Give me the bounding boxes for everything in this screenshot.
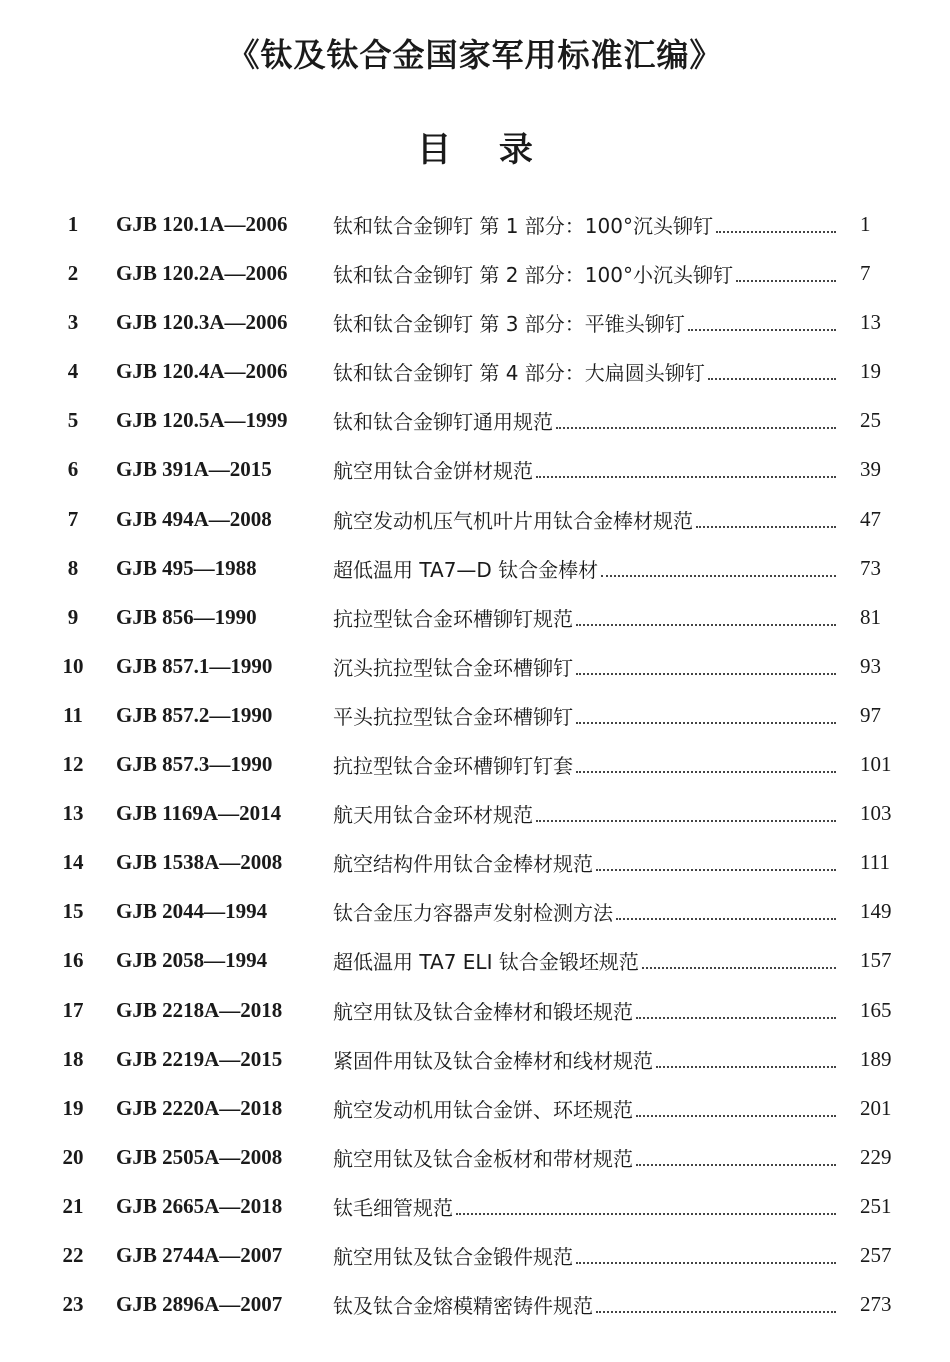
toc-entry-title-line: [333, 848, 840, 877]
toc-entry-title: 航天用钛合金环材规范: [333, 803, 533, 828]
toc-entry-page: 1: [860, 212, 871, 236]
toc-entry-page: 7: [860, 261, 871, 286]
toc-entry-standard-code: GJB 2219A—2015: [116, 1046, 283, 1071]
toc-dot-leader: [736, 280, 836, 282]
toc-entry[interactable]: [0, 988, 950, 1037]
toc-entry-standard-code: GJB 2744A—2007: [116, 1242, 283, 1267]
toc-entry[interactable]: [0, 1282, 950, 1331]
toc-entry-title-line: [333, 554, 840, 583]
toc-entry-title: 航空结构件用钛合金棒材规范: [333, 852, 593, 877]
toc-entry[interactable]: [0, 840, 950, 889]
toc-entry-number: 22: [62, 1242, 84, 1267]
toc-entry-page: 149: [860, 899, 892, 924]
toc-entry-page: 257: [860, 1242, 892, 1267]
toc-entry-standard-code: GJB 2896A—2007: [116, 1292, 283, 1317]
toc-entry-title-line: [333, 210, 840, 239]
toc-entry[interactable]: [0, 889, 950, 938]
toc-entry-title: 超低温用 TA7 ELI 钛合金锻坯规范: [333, 950, 639, 975]
toc-entry-standard-code: GJB 494A—2008: [116, 506, 272, 531]
toc-entry-number: 10: [62, 653, 84, 678]
toc-entry[interactable]: [0, 300, 950, 349]
toc-entry-standard-code: GJB 120.2A—2006: [116, 261, 288, 286]
toc-entry-title: 钛和钛合金铆钉 第 1 部分：100°沉头铆钉: [333, 214, 713, 238]
toc-entry[interactable]: [0, 742, 950, 791]
toc-entry-standard-code: GJB 856—1990: [116, 604, 257, 629]
toc-entry-standard-code: GJB 857.1—1990: [116, 653, 273, 678]
toc-dot-leader: [636, 1017, 836, 1019]
toc-entry-title: 航空发动机用钛合金饼、环坯规范: [333, 1097, 633, 1122]
toc-entry-title-line: [333, 1143, 840, 1172]
toc-dot-leader: [456, 1213, 836, 1215]
toc-entry-page: 25: [860, 408, 881, 433]
toc-entry[interactable]: [0, 497, 950, 546]
toc-entry-title: 航空用钛及钛合金锻件规范: [333, 1244, 573, 1269]
toc-entry-page: 189: [860, 1046, 892, 1071]
toc-entry-title-line: [333, 946, 840, 975]
toc-dot-leader: [596, 869, 836, 871]
toc-entry-number: 13: [62, 801, 84, 826]
toc-entry[interactable]: [0, 938, 950, 987]
toc-entry-number: 20: [62, 1144, 84, 1169]
toc-entry-title-line: [333, 1094, 840, 1123]
toc-entry-title-line: [333, 897, 840, 926]
toc-dot-leader: [576, 722, 836, 724]
toc-entry-page: 81: [860, 604, 881, 629]
toc-dot-leader: [716, 231, 836, 233]
toc-entry-standard-code: GJB 391A—2015: [116, 457, 272, 482]
toc-entry-title: 航空用钛合金饼材规范: [333, 459, 533, 484]
toc-entry-title: 钛毛细管规范: [333, 1195, 453, 1220]
toc-entry-number: 7: [67, 506, 79, 531]
toc-entry-number: 16: [62, 948, 84, 973]
toc-entry-standard-code: GJB 1538A—2008: [116, 850, 283, 875]
toc-entry-standard-code: GJB 2218A—2018: [116, 997, 283, 1022]
toc-dot-leader: [708, 378, 836, 380]
toc-entry-title: 紧固件用钛及钛合金棒材和线材规范: [333, 1048, 653, 1073]
toc-entry-page: 93: [860, 653, 881, 678]
toc-dot-leader: [636, 1115, 836, 1117]
toc-entry-page: 47: [860, 506, 881, 531]
toc-entry-title-line: [333, 799, 840, 828]
toc-dot-leader: [636, 1164, 836, 1166]
toc-dot-leader: [616, 918, 836, 920]
toc-entry-number: 23: [62, 1292, 84, 1317]
toc-entry-page: 73: [860, 555, 881, 580]
toc-entry[interactable]: [0, 1233, 950, 1282]
toc-entry[interactable]: [0, 1135, 950, 1184]
toc-entry[interactable]: [0, 546, 950, 595]
toc-entry-title-line: [333, 1192, 840, 1221]
toc-entry-standard-code: GJB 857.2—1990: [116, 702, 273, 727]
toc-entry-title: 抗拉型钛合金环槽铆钉规范: [333, 606, 573, 631]
toc-entry[interactable]: [0, 202, 950, 251]
toc-entry-title: 航空用钛及钛合金板材和带材规范: [333, 1146, 633, 1171]
toc-dot-leader: [556, 427, 836, 429]
toc-entry-title-line: [333, 750, 840, 779]
toc-dot-leader: [696, 526, 836, 528]
toc-entry-standard-code: GJB 857.3—1990: [116, 752, 273, 777]
toc-entry-page: 229: [860, 1144, 892, 1169]
toc-entry[interactable]: [0, 1184, 950, 1233]
toc-entry-title: 超低温用 TA7—D 钛合金棒材: [333, 557, 599, 582]
toc-entry-number: 19: [62, 1095, 84, 1120]
toc-dot-leader: [688, 329, 836, 331]
toc-entry-page: 157: [860, 948, 892, 973]
toc-entry-page: 111: [860, 850, 890, 875]
toc-entry-standard-code: GJB 1169A—2014: [116, 801, 282, 826]
toc-entry-page: 201: [860, 1095, 892, 1120]
toc-entry-title: 钛和钛合金铆钉 第 3 部分：平锥头铆钉: [333, 312, 685, 337]
toc-entry-title-line: [333, 455, 840, 484]
toc-entry-number: 8: [67, 555, 79, 580]
toc-entry-title-line: [333, 1045, 840, 1074]
toc-entry-page: 251: [860, 1193, 892, 1218]
toc-entry-title-line: [333, 701, 840, 730]
toc-entry-standard-code: GJB 2044—1994: [116, 899, 268, 924]
toc-entry-number: 18: [62, 1046, 84, 1071]
toc-entry-title-line: [333, 1241, 840, 1270]
toc-entry-page: 39: [860, 457, 881, 482]
toc-entry-number: 2: [67, 261, 79, 286]
toc-entry-number: 5: [67, 408, 79, 433]
toc-entry-title: 钛及钛合金熔模精密铸件规范: [333, 1294, 593, 1319]
toc-dot-leader: [601, 575, 836, 577]
toc-entry[interactable]: [0, 791, 950, 840]
toc-entry-title: 沉头抗拉型钛合金环槽铆钉: [333, 655, 573, 680]
toc-entry-standard-code: GJB 120.4A—2006: [116, 359, 288, 384]
toc-entry-title: 钛和钛合金铆钉 第 2 部分：100°小沉头铆钉: [333, 263, 733, 288]
toc-entry-number: 11: [63, 702, 83, 727]
toc-dot-leader: [536, 820, 836, 822]
toc-entry-title: 钛合金压力容器声发射检测方法: [333, 901, 613, 926]
toc-entry-number: 9: [67, 604, 79, 629]
toc-entry-title-line: [333, 603, 840, 632]
toc-list: [0, 202, 950, 1331]
toc-dot-leader: [576, 673, 836, 675]
toc-entry-number: 17: [62, 997, 84, 1022]
toc-entry[interactable]: [0, 595, 950, 644]
toc-entry-title-line: [333, 357, 840, 386]
toc-entry-standard-code: GJB 2220A—2018: [116, 1095, 283, 1120]
toc-heading: 目 录: [417, 130, 551, 170]
toc-entry-title-line: [333, 406, 840, 435]
toc-entry-title-line: [333, 505, 840, 534]
toc-entry-number: 3: [67, 310, 79, 335]
toc-entry[interactable]: [0, 398, 950, 447]
toc-entry-number: 15: [62, 899, 84, 924]
toc-dot-leader: [576, 624, 836, 626]
book-title: 《钛及钛合金国家军用标准汇编》: [227, 36, 723, 74]
toc-dot-leader: [576, 771, 836, 773]
toc-entry-standard-code: GJB 2058—1994: [116, 948, 268, 973]
toc-entry[interactable]: [0, 1086, 950, 1135]
toc-entry[interactable]: [0, 349, 950, 398]
toc-entry[interactable]: [0, 644, 950, 693]
toc-entry-title: 钛和钛合金铆钉通用规范: [333, 410, 553, 435]
toc-entry-title: 航空用钛及钛合金棒材和锻坯规范: [333, 999, 633, 1024]
toc-entry-page: 97: [860, 702, 881, 727]
toc-entry-number: 6: [67, 457, 79, 482]
toc-entry-title: 钛和钛合金铆钉 第 4 部分：大扁圆头铆钉: [333, 361, 705, 386]
toc-entry-page: 101: [860, 752, 892, 777]
toc-entry-page: 273: [860, 1292, 892, 1317]
toc-entry[interactable]: [0, 447, 950, 496]
toc-entry-page: 19: [860, 359, 881, 384]
toc-entry-title-line: [333, 308, 840, 337]
toc-dot-leader: [576, 1262, 836, 1264]
toc-entry-standard-code: GJB 2505A—2008: [116, 1144, 283, 1169]
toc-entry-number: 12: [62, 752, 84, 777]
toc-entry-standard-code: GJB 120.3A—2006: [116, 310, 288, 335]
toc-entry-title: 平头抗拉型钛合金环槽铆钉: [333, 704, 573, 729]
toc-entry-standard-code: GJB 120.5A—1999: [116, 408, 288, 433]
toc-entry-title-line: [333, 652, 840, 681]
toc-entry-number: 14: [62, 850, 84, 875]
toc-entry-title-line: [333, 996, 840, 1025]
toc-dot-leader: [596, 1311, 836, 1313]
toc-dot-leader: [642, 967, 836, 969]
toc-entry-title-line: [333, 259, 840, 288]
toc-dot-leader: [536, 476, 836, 478]
toc-entry-title: 抗拉型钛合金环槽铆钉钉套: [333, 754, 573, 779]
toc-entry-number: 1: [67, 212, 79, 236]
toc-entry-page: 103: [860, 801, 892, 826]
toc-entry[interactable]: [0, 1037, 950, 1086]
toc-entry-page: 165: [860, 997, 892, 1022]
toc-entry-standard-code: GJB 495—1988: [116, 555, 257, 580]
toc-entry[interactable]: [0, 693, 950, 742]
toc-entry-standard-code: GJB 2665A—2018: [116, 1193, 283, 1218]
toc-entry-title-line: [333, 1290, 840, 1319]
toc-entry-number: 4: [67, 359, 79, 384]
toc-entry-standard-code: GJB 120.1A—2006: [116, 212, 288, 236]
toc-entry[interactable]: [0, 251, 950, 300]
toc-dot-leader: [656, 1066, 836, 1068]
toc-entry-page: 13: [860, 310, 881, 335]
toc-entry-title: 航空发动机压气机叶片用钛合金棒材规范: [333, 508, 693, 533]
toc-entry-number: 21: [62, 1193, 84, 1218]
